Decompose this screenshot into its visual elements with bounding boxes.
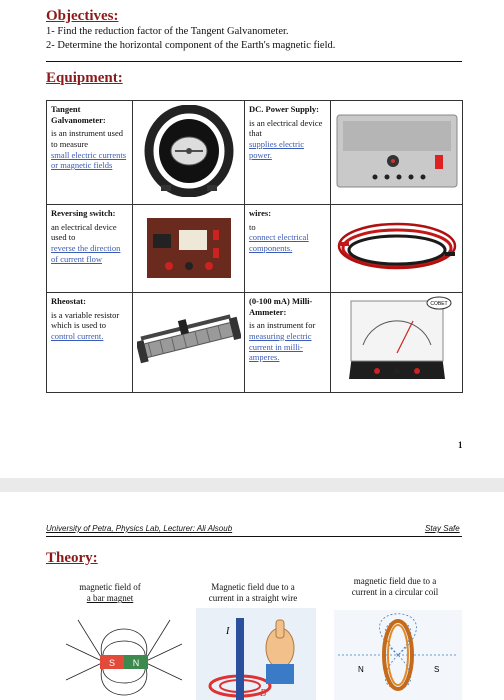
equipment-desc: is an instrument used to measure	[51, 128, 124, 149]
caption-circular-coil	[330, 576, 460, 599]
equipment-desc: is an electrical device that	[249, 117, 323, 139]
equipment-title: wires:	[249, 208, 272, 218]
equipment-title: Tangent Galvanometer:	[51, 104, 106, 125]
equipment-desc: is an instrument for	[249, 320, 316, 331]
equipment-title: Reversing switch:	[51, 208, 116, 218]
divider	[46, 61, 462, 62]
caption-line: current in a straight wire	[208, 593, 298, 604]
caption-line: Magnetic field due to a	[211, 582, 295, 592]
equipment-title: (0-100 mA) Milli-Ammeter:	[249, 296, 313, 317]
magnet-s-label: S	[108, 658, 116, 668]
caption-line: magnetic field of	[79, 582, 141, 592]
coil-s-label: S	[434, 665, 440, 674]
page-number: 1	[458, 440, 463, 450]
circular-coil-diagram	[334, 610, 462, 700]
caption-bar-magnet	[60, 582, 160, 605]
objectives-heading: Objectives:	[46, 8, 119, 24]
wire-i-label: I	[226, 626, 230, 637]
table-row	[47, 205, 463, 293]
page-2	[0, 492, 504, 700]
equipment-title: DC. Power Supply:	[249, 104, 319, 114]
equipment-link[interactable]: supplies electric power.	[249, 138, 304, 160]
rheostat-image	[133, 293, 245, 393]
footer-divider	[46, 536, 462, 537]
equipment-title: Rheostat:	[51, 296, 86, 306]
equipment-link[interactable]: reverse the direction of current flow	[51, 242, 121, 264]
reversing-switch-image	[133, 205, 245, 293]
equipment-desc: to	[249, 221, 256, 232]
wire-b-label: B	[260, 688, 267, 699]
equipment-link[interactable]: small electric currents or magnetic fields	[51, 149, 127, 171]
equipment-desc: is a variable resistor which is used to	[51, 309, 120, 331]
wires-image	[331, 205, 463, 293]
objective-1: 1- Find the reduction factor of the Tangent Galvanometer.	[46, 26, 289, 37]
table-row	[47, 293, 463, 393]
equipment-heading: Equipment:	[46, 70, 123, 86]
coil-n-label: N	[358, 665, 364, 674]
equipment-cell	[47, 293, 133, 393]
caption-line: a bar magnet	[86, 593, 134, 604]
caption-line: magnetic field due to a	[353, 576, 437, 586]
equipment-link[interactable]: connect electrical components.	[249, 232, 309, 253]
theory-heading: Theory:	[46, 550, 98, 566]
equipment-desc: an electrical device used to	[51, 221, 117, 243]
equipment-cell	[47, 101, 133, 205]
footer-right: Stay Safe	[425, 524, 460, 533]
equipment-table	[46, 100, 463, 393]
meter-brand-label: COBET	[429, 301, 448, 308]
equipment-cell	[245, 101, 331, 205]
caption-straight-wire	[195, 582, 311, 605]
equipment-cell	[245, 293, 331, 393]
magnet-n-label: N	[132, 658, 140, 668]
equipment-cell	[47, 205, 133, 293]
caption-line: current in a circular coil	[351, 587, 439, 598]
milliammeter-image	[331, 293, 463, 393]
footer-left: University of Petra, Physics Lab, Lecturer: Ali Alsoub	[46, 524, 233, 533]
equipment-cell	[245, 205, 331, 293]
table-row	[47, 101, 463, 205]
equipment-link[interactable]: measuring electric current in milli-amperes.	[249, 330, 312, 363]
straight-wire-diagram	[196, 608, 316, 700]
bar-magnet-diagram	[64, 614, 184, 700]
tangent-galvanometer-image	[133, 101, 245, 205]
power-supply-image	[331, 101, 463, 205]
equipment-link[interactable]: control current.	[51, 330, 104, 341]
objective-2: 2- Determine the horizontal component of the Earth's magnetic field.	[46, 40, 336, 51]
